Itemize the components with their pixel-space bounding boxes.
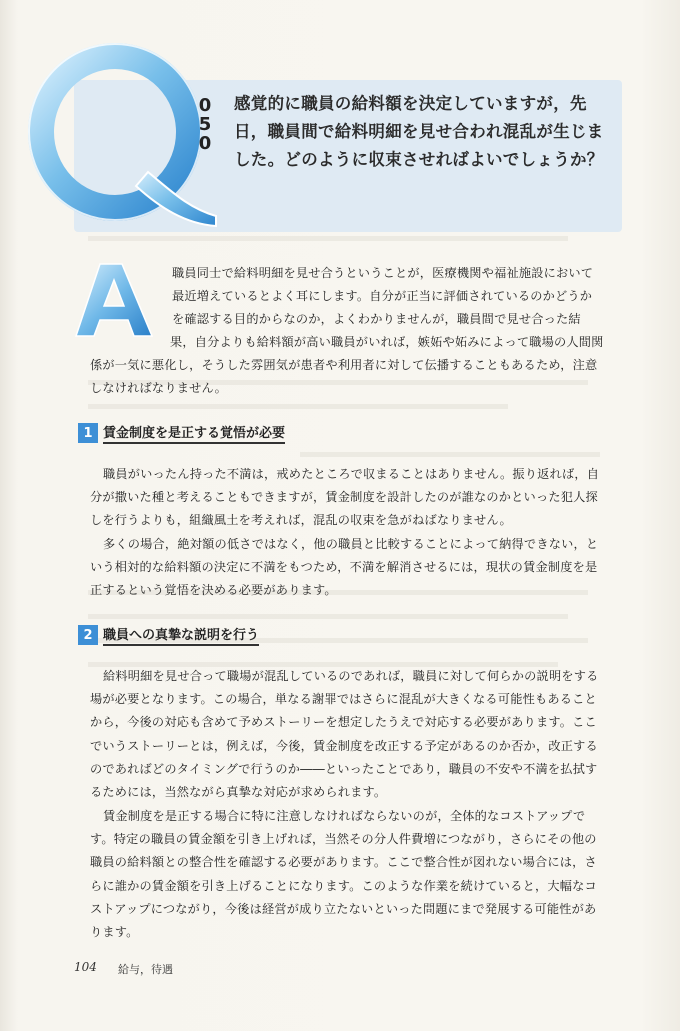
question-number: 050 [198, 95, 212, 154]
a-letter-icon [70, 262, 170, 342]
section-2-heading [78, 624, 259, 646]
section-2-number: 2 [78, 625, 98, 645]
question-text: 感覚的に職員の給料額を決定していますが，先日，職員間で給料明細を見せ合われ混乱が生じました。どのように収束させればよいでしょうか？ [234, 94, 604, 169]
chapter-label: 給与，待遇 [118, 963, 173, 976]
section-1-title: 賃金制度を是正する覚悟が必要 [103, 422, 285, 444]
page-number: 104 [74, 960, 97, 974]
section-1-number: 1 [78, 423, 98, 443]
section-2-paragraph-1: 給料明細を見せ合って職場が混乱しているのであれば，職員に対して何らかの説明をする場が必要となります。この場合，単なる謝罪ではさらに混乱が大きくなる可能性もあることから，今後の対応も含めて予めストーリーを想定したうえで対応する必要があります。ここでいうストーリーとは，例えば，今後，賃金制度を改正する予定があるのか否か，改正するのであればどのタイミングで行うのか――といったことであり，職員の不安や不満を払拭するためには，当然ながら真摯な対応が求められます。 [90, 669, 599, 800]
section-1-paragraph-2: 多くの場合，絶対額の低さではなく，他の職員と比較することによって納得できない，という相対的な給料額の決定に不満をもつため，不満を解消させるには，現状の賃金制度を是正するという覚悟を決める必要があります。 [90, 537, 599, 598]
section-1-paragraph-1: 職員がいったん持った不満は，戒めたところで収まることはありません。振り返れば，自分が撒いた種と考えることもできますが，賃金制度を設計したのが誰なのかといった犯人探しを行うよりも，組織風土を考えれば，混乱の収束を急がねばなりません。 [90, 467, 600, 528]
answer-rest-text: 果，自分よりも給料額が高い職員がいれば，嫉妬や妬みによって職場の人間関係が一気に悪化し，そうした雰囲気が患者や利用者に対して伝播することもあるため，注意しなければなりません。 [90, 335, 604, 396]
section-2-title: 職員への真摯な説明を行う [103, 624, 259, 646]
answer-lead-text: 職員同士で給料明細を見せ合うということが，医療機関や福祉施設において最近増えているとよく耳にします。自分が正当に評価されているのかどうかを確認する目的からなのか，よくわかりませんが，職員間で見せ合った結 [172, 266, 594, 327]
section-2-paragraph-2: 賃金制度を是正する場合に特に注意しなければならないのが，全体的なコストアップです。特定の職員の賃金額を引き上げれば，当然その分人件費増につながり，さらにその他の職員の給料額との整合性を確認する必要があります。ここで整合性が図れない場合には，さらに誰かの賃金額を引き上げることになります。このような作業を続けていると，大幅なコストアップにつながり，今後は経営が成り立たないといった問題にまで発展する可能性があります。 [90, 809, 597, 940]
q-letter-icon [20, 40, 220, 230]
section-1-heading [78, 422, 285, 444]
